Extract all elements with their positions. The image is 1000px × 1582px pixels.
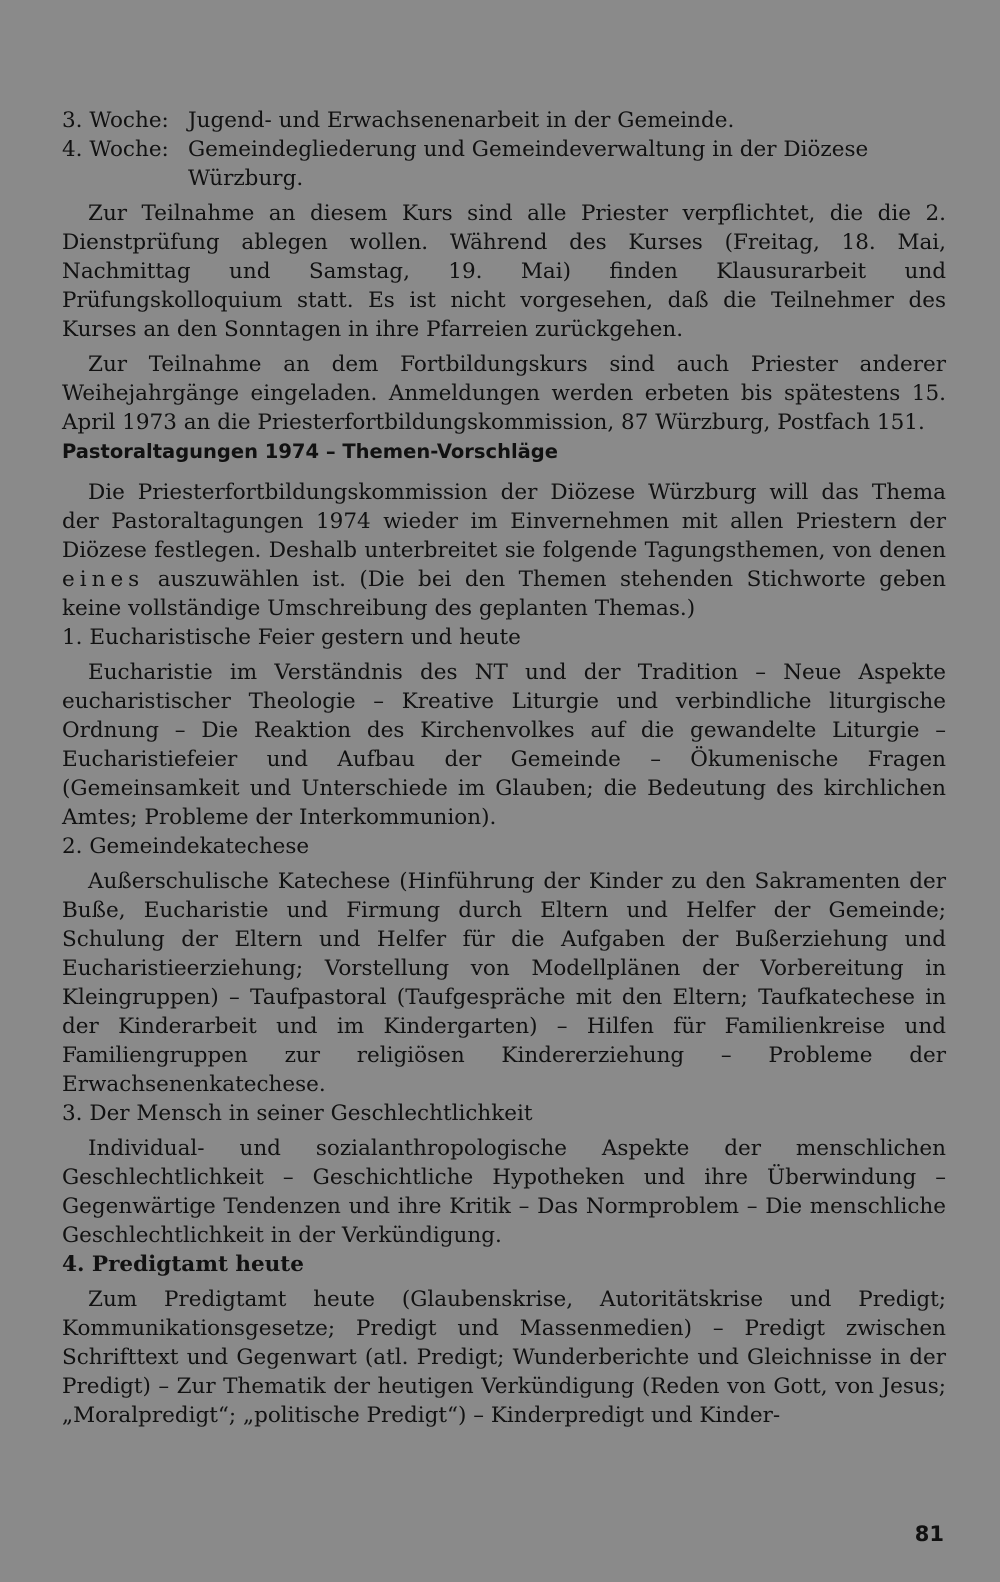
week-label: 4. Woche: [62, 137, 169, 162]
topic-body: Eucharistie im Verständnis des NT und der Tradition – Neue Aspekte eucharistischer Theologie – Kreative Liturgie und verbindliche liturgische Ordnung – Die Reaktion des Kirchenvolkes auf die gewandelte Liturgie – Eucharistiefeier und Aufbau der Gemeinde – Ökumenische Fragen (Gemeinsamkeit und Unterschiede im Glauben; die Bedeutung des kirchlichen Amtes; Probleme der Interkommunion). [62, 660, 946, 830]
week-line [62, 106, 946, 135]
topic-title: 4. Predigtamt heute [62, 1252, 304, 1277]
topic-body: Zum Predigtamt heute (Glaubenskrise, Autoritätskrise und Predigt; Kommunikationsgesetze; Predigt und Massenmedien) – Predigt zwischen Schrifttext und Gegenwart (atl. Predigt; Wunderberichte und Gleichnisse in der Predigt) – Zur Thematik der heutigen Verkündigung (Reden von Gott, von Jesus; „Moralpredigt“; „politische Predigt“) – Kinderpredigt und Kinder- [62, 1287, 946, 1428]
section-intro [62, 478, 946, 623]
topic-title: 3. Der Mensch in seiner Geschlechtlichkeit [62, 1101, 533, 1126]
week-text: Jugend- und Erwachsenenarbeit in der Gemeinde. [188, 108, 735, 133]
paragraph-participation: Zur Teilnahme an diesem Kurs sind alle Priester verpflichtet, die die 2. Dienstprüfung ablegen wollen. Während des Kurses (Freitag, 18. Mai, Nachmittag und Samstag, 19. Mai) finden Klausurarbeit und Prüfungskolloquium statt. Es ist nicht vorgesehen, daß die Teilnehmer des Kurses an den Sonntagen in ihre Pfarreien zurückgehen. [62, 201, 946, 342]
topic-body: Individual- und sozialanthropologische Aspekte der menschlichen Geschlechtlichkeit – Geschichtliche Hypotheken und ihre Überwindung – Gegenwärtige Tendenzen und ihre Kritik – Das Normproblem – Die menschliche Geschlechtlichkeit in der Verkündigung. [62, 1136, 946, 1248]
topic-title: 2. Gemeindekatechese [62, 834, 310, 859]
page-number: 81 [914, 1522, 944, 1546]
document-page [62, 106, 946, 1430]
week-line [62, 135, 946, 193]
topic-body: Außerschulische Katechese (Hinführung der Kinder zu den Sakramenten der Buße, Eucharistie und Firmung durch Eltern und Helfer der Gemeinde; Schulung der Eltern und Helfer für die Aufgaben der Bußerziehung und Eucharistieerziehung; Vorstellung von Modellplänen der Vorbereitung in Kleingruppen) – Taufpastoral (Taufgespräche mit den Eltern; Taufkatechese in der Kinderarbeit und im Kindergarten) – Hilfen für Familienkreise und Familiengruppen zur religiösen Kindererziehung – Probleme der Erwachsenenkatechese. [62, 869, 946, 1097]
paragraph-registration: Zur Teilnahme an dem Fortbildungskurs sind auch Priester anderer Weihejahrgänge eingeladen. Anmeldungen werden erbeten bis spätestens 15. April 1973 an die Priesterfortbildungskommission, 87 Würzburg, Postfach 151. [62, 352, 946, 435]
week-text: Gemeindegliederung und Gemeindeverwaltung in der Diözese Würzburg. [188, 137, 869, 191]
section-heading: Pastoraltagungen 1974 – Themen-Vorschläge [62, 440, 558, 463]
intro-text: Die Priesterfortbildungskommission der Diözese Würzburg will das Thema der Pastoraltagungen 1974 wieder im Einvernehmen mit allen Priestern der Diözese festlegen. Deshalb unterbreitet sie folgende Tagungsthemen, von denen [62, 480, 946, 563]
intro-emphasis: eines [62, 567, 145, 592]
intro-text: auszuwählen ist. (Die bei den Themen stehenden Stichworte geben keine vollständige Umschreibung des geplanten Themas.) [62, 567, 946, 621]
topic-title: 1. Eucharistische Feier gestern und heute [62, 625, 521, 650]
week-label: 3. Woche: [62, 108, 169, 133]
